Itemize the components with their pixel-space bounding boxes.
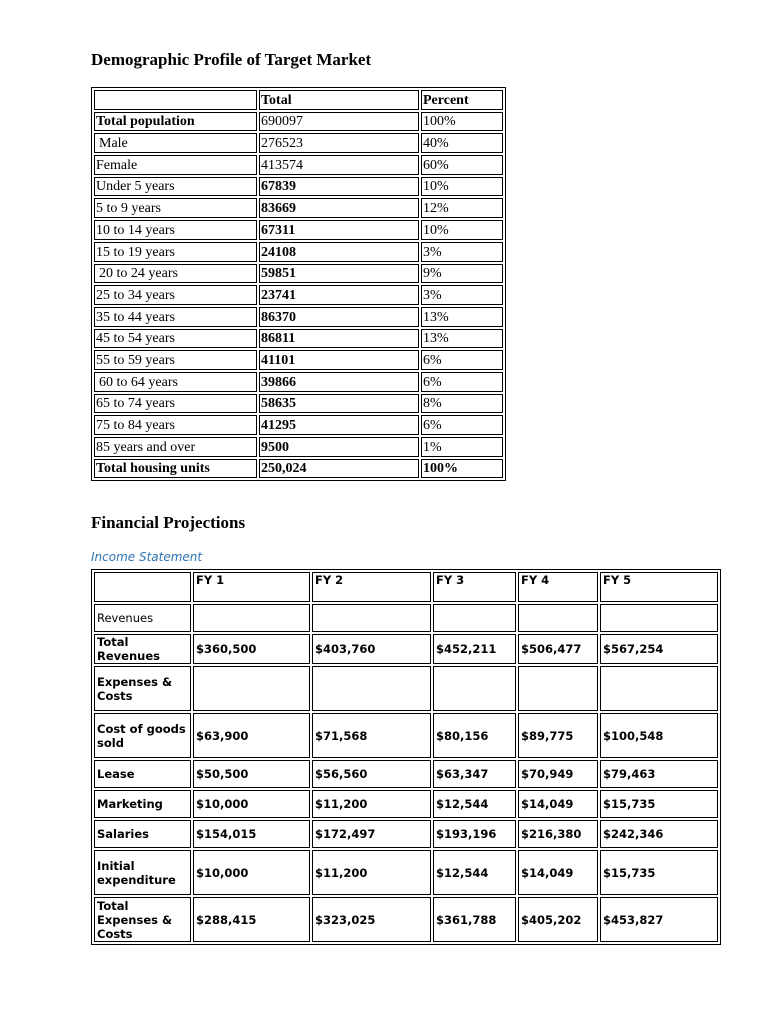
row-total: 690097: [259, 112, 419, 132]
financial-heading: Financial Projections: [91, 513, 246, 532]
row-value: $12,544: [433, 790, 516, 818]
row-value: [518, 604, 598, 632]
header-cell-fy1: FY 1: [193, 572, 310, 602]
header-cell-fy4: FY 4: [518, 572, 598, 602]
row-value: [433, 666, 516, 711]
header-cell-blank: [94, 572, 191, 602]
row-total: 41295: [259, 415, 419, 435]
table-row: [94, 133, 503, 153]
row-label: 60 to 64 years: [94, 372, 257, 392]
row-label: Expenses & Costs: [94, 666, 191, 711]
row-value: $63,900: [193, 713, 310, 758]
row-percent: 13%: [421, 329, 503, 349]
row-total: 413574: [259, 155, 419, 175]
table-row: [94, 372, 503, 392]
row-value: $567,254: [600, 634, 718, 664]
row-value: $403,760: [312, 634, 431, 664]
row-label: 20 to 24 years: [94, 264, 257, 284]
demographic-heading: Demographic Profile of Target Market: [91, 50, 372, 69]
table-header-row: [94, 90, 503, 110]
row-percent: 9%: [421, 264, 503, 284]
row-percent: 6%: [421, 415, 503, 435]
row-value: [600, 604, 718, 632]
demographic-table: [91, 87, 506, 481]
table-row: [94, 394, 503, 414]
row-value: [312, 666, 431, 711]
row-label: Lease: [94, 760, 191, 788]
row-percent: 10%: [421, 177, 503, 197]
row-label: Revenues: [94, 604, 191, 632]
table-row: [94, 264, 503, 284]
header-cell-fy3: FY 3: [433, 572, 516, 602]
row-value: $14,049: [518, 790, 598, 818]
row-label: Marketing: [94, 790, 191, 818]
table-row: [94, 459, 503, 479]
row-value: $11,200: [312, 790, 431, 818]
row-label: 55 to 59 years: [94, 350, 257, 370]
row-value: [193, 666, 310, 711]
row-value: $10,000: [193, 850, 310, 895]
table-row: [94, 177, 503, 197]
row-label: Total housing units: [94, 459, 257, 479]
row-percent: 12%: [421, 198, 503, 218]
row-total: 58635: [259, 394, 419, 414]
row-total: 41101: [259, 350, 419, 370]
table-row: [94, 155, 503, 175]
row-value: [518, 666, 598, 711]
table-row: [94, 760, 718, 788]
row-value: $15,735: [600, 850, 718, 895]
table-row: [94, 713, 718, 758]
row-value: $100,548: [600, 713, 718, 758]
row-percent: 6%: [421, 350, 503, 370]
table-row: [94, 666, 718, 711]
table-header-row: [94, 572, 718, 602]
table-row: [94, 634, 718, 664]
row-percent: 10%: [421, 220, 503, 240]
row-label: Cost of goods sold: [94, 713, 191, 758]
row-value: [312, 604, 431, 632]
row-percent: 13%: [421, 307, 503, 327]
row-total: 24108: [259, 242, 419, 262]
row-label: 45 to 54 years: [94, 329, 257, 349]
row-total: 67839: [259, 177, 419, 197]
row-label: Total Expenses & Costs: [94, 897, 191, 942]
row-value: [193, 604, 310, 632]
row-value: $89,775: [518, 713, 598, 758]
row-value: $242,346: [600, 820, 718, 848]
row-percent: 60%: [421, 155, 503, 175]
row-total: 39866: [259, 372, 419, 392]
row-value: $405,202: [518, 897, 598, 942]
header-cell-label: [94, 90, 257, 110]
row-percent: 3%: [421, 242, 503, 262]
header-cell-percent: Percent: [421, 90, 503, 110]
table-row: [94, 350, 503, 370]
row-value: $154,015: [193, 820, 310, 848]
row-label: Salaries: [94, 820, 191, 848]
row-value: $80,156: [433, 713, 516, 758]
row-total: 9500: [259, 437, 419, 457]
table-row: [94, 307, 503, 327]
row-value: $506,477: [518, 634, 598, 664]
table-row: [94, 790, 718, 818]
row-percent: 3%: [421, 285, 503, 305]
header-cell-fy5: FY 5: [600, 572, 718, 602]
row-value: $15,735: [600, 790, 718, 818]
table-row: [94, 285, 503, 305]
income-statement-table: [91, 569, 721, 945]
row-value: $71,568: [312, 713, 431, 758]
table-row: [94, 850, 718, 895]
row-value: $216,380: [518, 820, 598, 848]
row-percent: 1%: [421, 437, 503, 457]
row-total: 83669: [259, 198, 419, 218]
table-row: [94, 415, 503, 435]
row-value: $12,544: [433, 850, 516, 895]
row-value: $11,200: [312, 850, 431, 895]
table-row: [94, 329, 503, 349]
row-total: 276523: [259, 133, 419, 153]
row-total: 59851: [259, 264, 419, 284]
row-label: 15 to 19 years: [94, 242, 257, 262]
row-value: $193,196: [433, 820, 516, 848]
row-label: 25 to 34 years: [94, 285, 257, 305]
income-statement-subheading: Income Statement: [91, 550, 203, 564]
row-label: 10 to 14 years: [94, 220, 257, 240]
row-total: 250,024: [259, 459, 419, 479]
header-cell-fy2: FY 2: [312, 572, 431, 602]
row-percent: 100%: [421, 112, 503, 132]
row-value: $172,497: [312, 820, 431, 848]
row-label: Initial expenditure: [94, 850, 191, 895]
table-row: [94, 604, 718, 632]
row-value: $453,827: [600, 897, 718, 942]
table-row: [94, 897, 718, 942]
row-value: $10,000: [193, 790, 310, 818]
row-label: Total Revenues: [94, 634, 191, 664]
row-label: 5 to 9 years: [94, 198, 257, 218]
row-total: 23741: [259, 285, 419, 305]
row-value: $79,463: [600, 760, 718, 788]
row-value: [433, 604, 516, 632]
table-row: [94, 220, 503, 240]
row-value: $70,949: [518, 760, 598, 788]
row-label: Male: [94, 133, 257, 153]
table-row: [94, 198, 503, 218]
row-value: $452,211: [433, 634, 516, 664]
row-label: 85 years and over: [94, 437, 257, 457]
row-percent: 100%: [421, 459, 503, 479]
row-percent: 6%: [421, 372, 503, 392]
row-value: $288,415: [193, 897, 310, 942]
row-value: $323,025: [312, 897, 431, 942]
row-total: 67311: [259, 220, 419, 240]
row-value: [600, 666, 718, 711]
table-row: [94, 112, 503, 132]
row-label: 65 to 74 years: [94, 394, 257, 414]
row-label: Under 5 years: [94, 177, 257, 197]
table-row: [94, 820, 718, 848]
row-value: $361,788: [433, 897, 516, 942]
header-cell-total: Total: [259, 90, 419, 110]
row-value: $14,049: [518, 850, 598, 895]
row-value: $50,500: [193, 760, 310, 788]
row-percent: 40%: [421, 133, 503, 153]
row-value: $63,347: [433, 760, 516, 788]
row-value: $360,500: [193, 634, 310, 664]
row-total: 86370: [259, 307, 419, 327]
row-label: 75 to 84 years: [94, 415, 257, 435]
row-label: Total population: [94, 112, 257, 132]
table-row: [94, 437, 503, 457]
row-percent: 8%: [421, 394, 503, 414]
row-label: 35 to 44 years: [94, 307, 257, 327]
row-label: Female: [94, 155, 257, 175]
row-total: 86811: [259, 329, 419, 349]
row-value: $56,560: [312, 760, 431, 788]
table-row: [94, 242, 503, 262]
